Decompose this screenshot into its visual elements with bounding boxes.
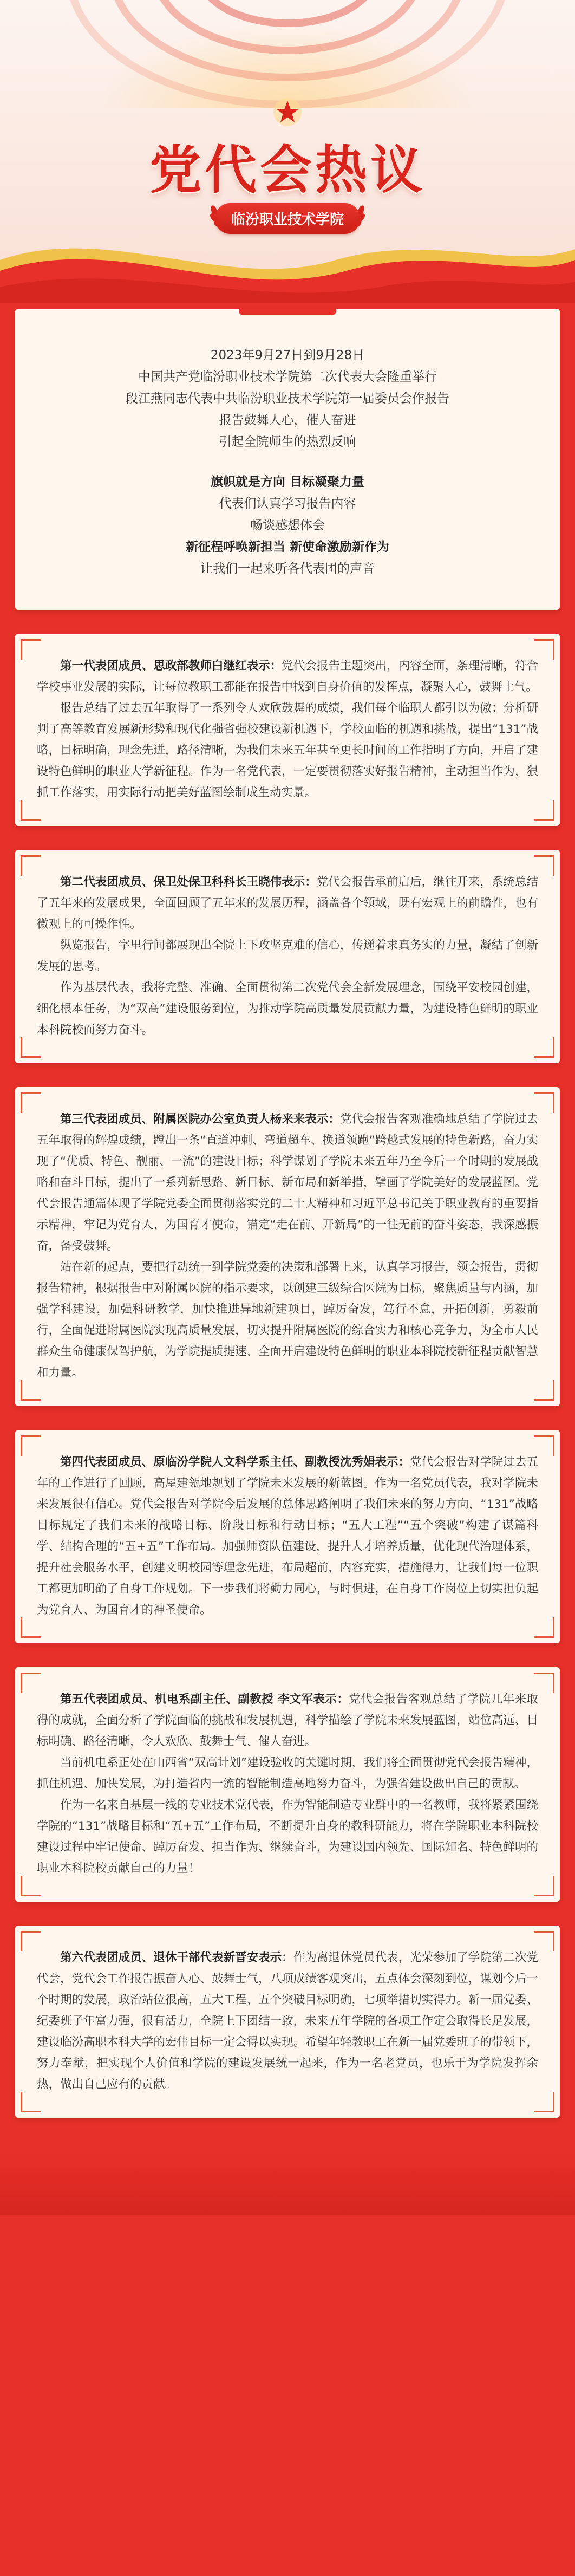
speech-paragraph: 第三代表团成员、附属医院办公室负责人杨来来表示：党代会报告客观准确地总结了学院过去五年取得的辉煌成绩，蹚出一条“直道冲刺、弯道超车、换道领跑”跨越式发展的特色新路，奋力实现了“优质、特色、靓丽、一流”的建设目标；科学谋划了学院未来五年乃至今后一个时期的发展战略和奋斗目标，提出了一系列新思路、新目标、新布局和新举措，擘画了学院美好的发展蓝图。党代会报告通篇体现了学院党委全面贯彻落实党的二十大精神和习近平总书记关于职业教育的重要指示精神，牢记为党育人、为国育才使命，锚定“走在前、开新局”的一往无前的奋斗姿态，我深感振奋，备受鼓舞。 [37,1113,538,1253]
intro-line: 报告鼓舞人心，催人奋进 [219,413,356,427]
intro-section [0,303,575,634]
speaker-name: 第一代表团成员、思政部教师白继红表示： [60,659,282,673]
intro-line: 畅谈感想体会 [250,518,325,532]
red-flag-wave [0,211,575,303]
intro-line: 2023年9月27日到9月28日 [210,348,365,362]
speaker-name: 第六代表团成员、退休干部代表新晋安表示： [60,1951,293,1964]
intro-line: 引起全院师生的热烈反响 [219,435,356,449]
speech-paragraph: 第一代表团成员、思政部教师白继红表示：党代会报告主题突出，内容全面，条理清晰，符合学校事业发展的实际，让每位教职工都能在报告中找到自身价值的发挥点，凝聚人心，鼓舞士气。 [37,659,538,694]
intro-lines-a [37,344,538,453]
speech-paragraph: 作为基层代表，我将完整、准确、全面贯彻第二次党代会全新发展理念，围绕平安校园创建，细化根本任务，为“双高”建设服务到位，为推动学院高质量发展贡献力量，为建设特色鲜明的职业本科院校而努力奋斗。 [37,981,538,1037]
speech-paragraph: 第四代表团成员、原临汾学院人文科学系主任、副教授沈秀娟表示：党代会报告对学院过去五年的工作进行了回顾，高屋建瓴地规划了学院未来发展的新蓝图。作为一名党员代表，我对学院未来发展很有信心。党代会报告对学院今后发展的总体思路阐明了我们未来的努力方向，“131”战略目标规定了我们未来的战略目标、阶段目标和行动目标；“五大工程”“五个突破”构建了谋篇科学、结构合理的“五+五”工作布局。加强师资队伍建设，提升人才培养质量，优化现代治理体系，提升社会服务水平，创建文明校园等理念先进，布局超前，内容充实，措施得力，让我们每一位职工都更加明确了自身工作规划。下一步我们将勤力同心，与时俱进，在自身工作岗位上切实担负起为党育人、为国育才的神圣使命。 [37,1455,538,1617]
speech-paragraph: 当前机电系正处在山西省“双高计划”建设验收的关键时期，我们将全面贯彻党代会报告精神，抓住机遇、加快发展，为打造省内一流的智能制造高地努力奋斗，为强省建设做出自己的贡献。 [37,1756,538,1791]
speech-paragraph: 第六代表团成员、退休干部代表新晋安表示：作为离退休党员代表，光荣参加了学院第二次党代会，党代会工作报告振奋人心、鼓舞士气，八项成绩客观突出，五点体会深刻到位，谋划今后一个时期的发展，政治站位很高，五大工程、五个突破目标明确，七项举措切实得力。新一届党委、纪委班子年富力强，很有活力，全院上下团结一致，未来五年学院的各项工作定会取得长足发展，建设临汾高职本科大学的宏伟目标一定会得以实现。希望年轻教职工在新一届党委班子的带领下，努力奉献，把实现个人价值和学院的建设发展统一起来，作为一名老党员，也乐于为学院发挥余热，做出自己应有的贡献。 [37,1951,538,2091]
speech-card-2 [15,850,560,1063]
speech-card-4 [15,1430,560,1643]
page-title: 党代会热议 [149,140,426,200]
speech-paragraph: 作为一名来自基层一线的专业技术党代表，作为智能制造专业群中的一名教师，我将紧紧围绕学院的“131”战略目标和“五+五”工作布局，不断提升自身的教科研能力，将在学院职业本科院校建设过程中牢记使命、踔厉奋发、担当作为、继续奋斗，为建设国内领先、国际知名、特色鲜明的职业本科院校贡献自己的力量！ [37,1798,538,1875]
speech-paragraph: 报告总结了过去五年取得了一系列令人欢欣鼓舞的成绩，我们每个临职人都引以为傲；分析研判了高等教育发展新形势和现代化强省强校建设新机遇下，学校面临的机遇和挑战，提出“131”战略，目标明确，理念先进，路径清晰，为我们未来五年甚至更长时间的工作指明了方向，开启了建设特色鲜明的职业大学新征程。作为一名党代表，一定要贯彻落实好报告精神，主动担当作为，狠抓工作落实，用实际行动把美好蓝图绘制成生动实景。 [37,701,538,799]
speech-paragraph: 站在新的起点，要把行动统一到学院党委的决策和部署上来，认真学习报告，领会报告，贯彻报告精神，根据报告中对附属医院的指示要求，以创建三级综合医院为目标，聚焦质量与内涵，加强学科建设，加强科研教学，加快推进异地新建项目，踔厉奋发，笃行不怠，开拓创新，勇毅前行，全面促进附属医院实现高质量发展，切实提升附属医院的综合实力和核心竞争力，为全市人民群众生命健康保驾护航，为学院提质提速、全面开启建设特色鲜明的职业本科院校新征程贡献智慧和力量。 [37,1260,538,1380]
speech-card-3 [15,1087,560,1406]
red-star-icon [273,97,302,127]
speech-cards [0,634,575,2150]
footer-band [0,2150,575,2215]
intro-slogan: 旗帜就是方向 目标凝聚力量 [210,475,364,489]
header-banner [0,0,575,303]
intro-slogan: 新征程呼唤新担当 新使命激励新作为 [185,540,389,554]
school-name: 临汾职业技术学院 [215,203,360,234]
speaker-name: 第五代表团成员、机电系副主任、副教授 李文军表示： [60,1693,349,1706]
intro-line: 段江燕同志代表中共临汾职业技术学院第一届委员会作报告 [126,392,449,406]
speech-paragraph: 纵览报告，字里行间都展现出全院上下攻坚克难的信心，传递着求真务实的力量，凝结了创新发展的思考。 [37,939,538,973]
intro-line: 中国共产党临汾职业技术学院第二次代表大会隆重举行 [138,370,437,384]
intro-line: 代表们认真学习报告内容 [219,497,356,511]
speaker-name: 第二代表团成员、保卫处保卫科科长王晓伟表示： [60,875,317,889]
speech-card-1 [15,634,560,826]
speech-card-6 [15,1926,560,2118]
speech-card-5 [15,1667,560,1902]
hall-ceiling-rings [66,0,509,108]
intro-line: 让我们一起来听各代表团的声音 [200,562,375,576]
speaker-name: 第四代表团成员、原临汾学院人文科学系主任、副教授沈秀娟表示： [60,1455,410,1469]
speech-paragraph: 第二代表团成员、保卫处保卫科科长王晓伟表示：党代会报告承前启后，继往开来，系统总结了五年来的发展成果，全面回顾了五年来的发展历程，涵盖各个领域，既有宏观上的前瞻性，也有微观上的可操作性。 [37,875,538,931]
speech-paragraph: 第五代表团成员、机电系副主任、副教授 李文军表示：党代会报告客观总结了学院几年来取得的成就，全面分析了学院面临的挑战和发展机遇，科学描绘了学院未来发展蓝图，站位高远、目标明确、路径清晰，令人欢欣、鼓舞士气、催人奋进。 [37,1693,538,1748]
speaker-name: 第三代表团成员、附属医院办公室负责人杨来来表示： [60,1113,340,1126]
intro-card [15,309,560,610]
intro-lines-b [37,471,538,580]
